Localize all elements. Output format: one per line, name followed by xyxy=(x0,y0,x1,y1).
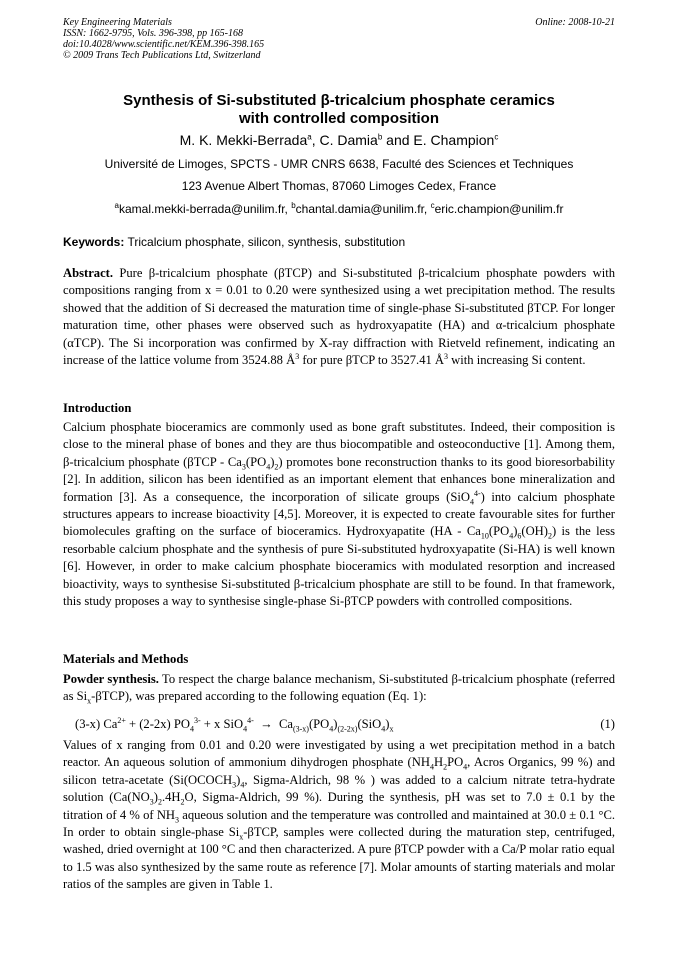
affiliation-line-1: Université de Limoges, SPCTS - UMR CNRS 6638, Faculté des Sciences et Techniques xyxy=(104,157,574,171)
author-list: M. K. Mekki-Berrada$^a$, C. Damia$^b$ and E. Champion$^c$ xyxy=(179,132,499,148)
abstract: Abstract. Pure β-tricalcium phosphate (βTCP) and Si-substituted β-tricalcium phosphate powders with compositions ranging from x = 0.01 to 0.20 were synthesized using a wet precipitation method. The results showed that the addition of Si decreased the maturation time of single-phase Si-substituted βTCP. For longer maturation time, other phases were observed such as hydroxyapatite (HA) and α-tricalcium phosphate (αTCP). The Si incorporation was confirmed by X-ray diffraction with Rietveld refinement, indicating an increase of the lattice volume from 3524.88 $Å^3$ for pure βTCP to 3527.41 $Å^3$ with increasing Si content. xyxy=(63,266,615,368)
equation-number: (1) xyxy=(600,717,615,731)
email-a: kamal.mekki-berrada@unilim.fr, xyxy=(118,202,292,216)
title-line-1: Synthesis of Si-substituted β-tricalcium phosphate ceramics xyxy=(123,92,555,109)
author-1: M. K. Mekki-Berrada xyxy=(179,132,308,148)
email-c: eric.champion@unilim.fr xyxy=(434,202,564,216)
equation-1 xyxy=(75,716,615,732)
keywords-text: Tricalcium phosphate, silicon, synthesis, substitution xyxy=(124,235,406,249)
equation-body: (3-x) $Ca^{2+} + (2-2x) PO_4^{3-} + x$ $SiO_4^{4-} \to Ca_{(3-x)}(PO_4)_{(2-2x)}(SiO_4)_x$ xyxy=(75,715,394,734)
doi-line: doi:10.4028/www.scientific.net/KEM.396-398.165 xyxy=(63,39,265,50)
methods-paragraph: Values of x ranging from 0.01 and 0.20 were investigated by using a wet precipitation method in a batch reactor. An aqueous solution of ammonium dihydrogen phosphate ($NH_4H_2PO_4$, Acros Organics, 99 %) and silicon tetra-acetate ($Si(OCOCH_3)_4$, Sigma-Aldrich, 98 % ) was added to a calcium nitrate tetra-hydrate solution ($Ca(NO_3)_2.4H_2O$, Sigma-Aldrich, 99 %). During the synthesis, pH was set to 7.0 ± 0.1 by the titration of 4 % of $NH_3$ aqueous solution and the temperature was controlled and maintained at 30.0 ± 0.1 °C. In order to obtain single-phase $Si_x$-βTCP, samples were collected during the maturation step, centrifuged, washed, dried overnight at 100 °C and then characterized. A pure βTCP powder with a Ca/P molar ratio equal to 1.5 was also synthesized by the same route as reference [7]. Molar amounts of starting materials and molar ratios of the samples are given in Table 1. xyxy=(63,738,616,892)
paper-title xyxy=(63,92,615,128)
reaction-arrow: → xyxy=(253,717,279,731)
affiliation-line-2: 123 Avenue Albert Thomas, 87060 Limoges Cedex, France xyxy=(181,179,497,193)
title-line-2: with controlled composition xyxy=(239,110,439,127)
methods-heading: Materials and Methods xyxy=(63,652,189,666)
online-date: Online: 2008-10-21 xyxy=(535,17,615,28)
issn-line: ISSN: 1662-9795, Vols. 396-398, pp 165-168 xyxy=(63,28,243,39)
journal-header xyxy=(63,17,615,61)
author-sep-1: , C. Damia xyxy=(311,132,378,148)
journal-name: Key Engineering Materials xyxy=(63,17,172,28)
abstract-label: Abstract. xyxy=(63,266,114,280)
copyright-line: © 2009 Trans Tech Publications Ltd, Switzerland xyxy=(63,50,261,61)
powder-synthesis-label: Powder synthesis. xyxy=(63,672,159,686)
email-line: $^a$kamal.mekki-berrada@unilim.fr, $^b$chantal.damia@unilim.fr, $^c$eric.champion@unilim.fr xyxy=(114,201,564,216)
keywords-label: Keywords: xyxy=(63,235,125,249)
author-sep-2: and E. Champion xyxy=(382,132,495,148)
powder-synthesis-paragraph: Powder synthesis. To respect the charge balance mechanism, Si-substituted β-tricalcium phosphate (referred as $Si_x-\beta TCP$), was prepared according to the following equation (Eq. 1): xyxy=(63,672,615,706)
email-b: chantal.damia@unilim.fr, xyxy=(295,202,431,216)
introduction-paragraph: Calcium phosphate bioceramics are commonly used as bone graft substitutes. Indeed, their composition is close to the mineral phase of bones and they are thus biocompatible and osteoconductive [1]. Among them, β-tricalcium phosphate $(\beta TCP - Ca_3(PO_4)_2)$ promotes bone reconstruction thanks to its good bioresorbability [2]. In addition, silicon has been identified as an important element that enhances bone mineralization and formation [3]. As a consequence, the incorporation of silicate groups (SiO$_4^{4-}$) into calcium phosphate structures appears to increase bioactivity [4,5]. Moreover, it is expected to create favourable sites for further biomolecules grafting on the surface of bioceramics. Hydroxyapatite $(HA - Ca_{10}(PO_4)_6(OH)_2)$ is the less resorbable calcium phosphate and the synthesis of pure Si-substituted hydroxyapatite (Si-HA) is well known [6]. However, in order to make calcium phosphate bioceramics with modulated resorption and increased bioactivity, ways to synthesise Si-substituted β-tricalcium phosphate are still to be found. In that framework, this study proposes a way to synthesise single-phase Si-βTCP powders with controlled compositions. xyxy=(63,420,615,609)
keywords xyxy=(63,235,615,249)
introduction-heading: Introduction xyxy=(63,401,132,415)
